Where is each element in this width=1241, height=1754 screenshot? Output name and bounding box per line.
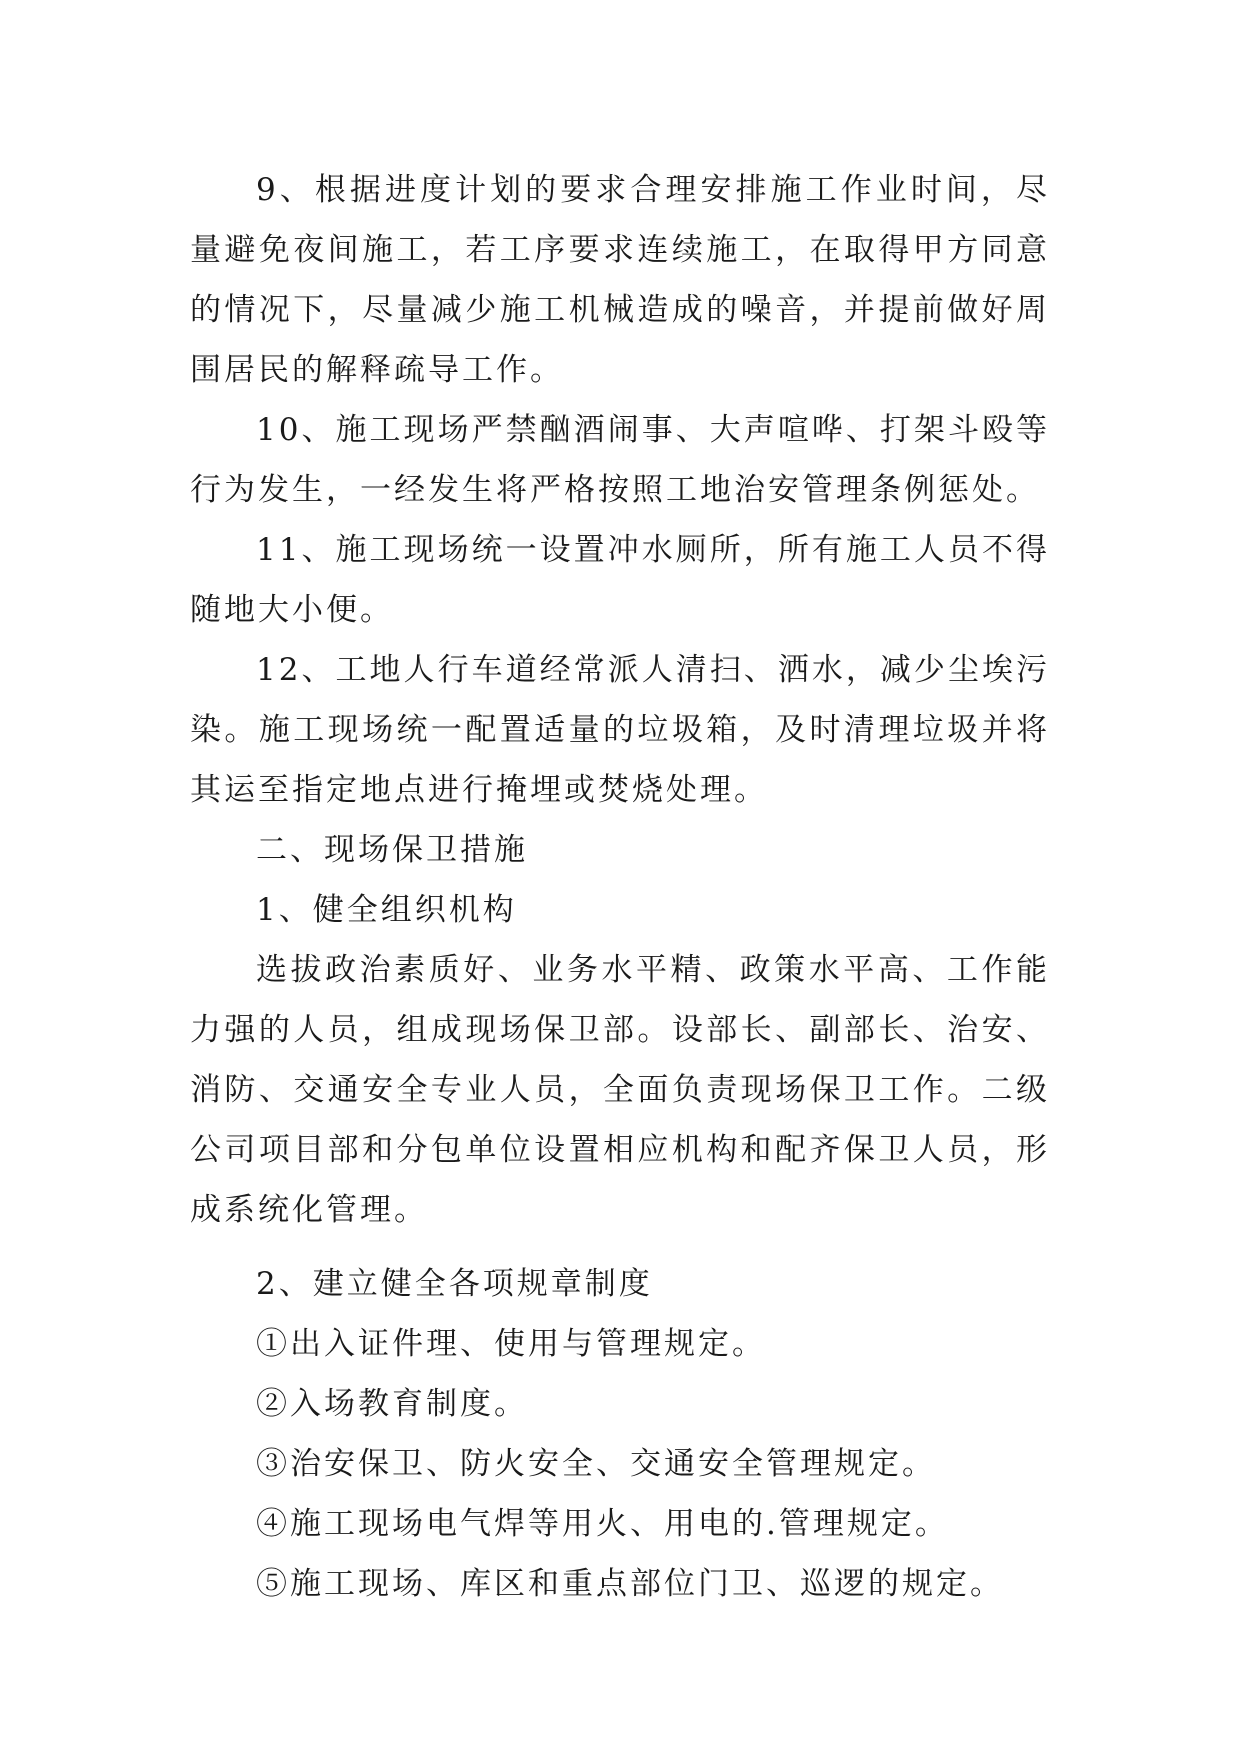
subheading-organization: 1、健全组织机构 — [256, 892, 517, 928]
list-item-1: ①出入证件理、使用与管理规定。 — [256, 1326, 766, 1362]
list-item-2: ②入场教育制度。 — [256, 1386, 528, 1422]
list-item-4: ④施工现场电气焊等用火、用电的.管理规定。 — [256, 1506, 949, 1542]
list-item-5: ⑤施工现场、库区和重点部位门卫、巡逻的规定。 — [256, 1566, 1004, 1602]
paragraph-item-9: 9、根据进度计划的要求合理安排施工作业时间，尽量避免夜间施工，若工序要求连续施工，在取得甲方同意的情况下，尽量减少施工机械造成的噪音，并提前做好周围居民的解释疏导工作。 — [190, 172, 1050, 388]
list-item-3: ③治安保卫、防火安全、交通安全管理规定。 — [256, 1446, 936, 1482]
paragraph-item-11: 11、施工现场统一设置冲水厕所，所有施工人员不得随地大小便。 — [190, 532, 1050, 628]
subheading-regulations: 2、建立健全各项规章制度 — [256, 1266, 653, 1302]
paragraph-item-10: 10、施工现场严禁酗酒闹事、大声喧哗、打架斗殴等行为发生，一经发生将严格按照工地治安管理条例惩处。 — [190, 412, 1050, 508]
section-heading-security: 二、现场保卫措施 — [256, 832, 528, 868]
paragraph-organization: 选拔政治素质好、业务水平精、政策水平高、工作能力强的人员，组成现场保卫部。设部长、副部长、治安、消防、交通安全专业人员，全面负责现场保卫工作。二级公司项目部和分包单位设置相应机构和配齐保卫人员，形成系统化管理。 — [190, 952, 1050, 1228]
document-body — [190, 160, 1050, 1614]
paragraph-item-12: 12、工地人行车道经常派人清扫、洒水，减少尘埃污染。施工现场统一配置适量的垃圾箱，及时清理垃圾并将其运至指定地点进行掩埋或焚烧处理。 — [190, 652, 1050, 808]
